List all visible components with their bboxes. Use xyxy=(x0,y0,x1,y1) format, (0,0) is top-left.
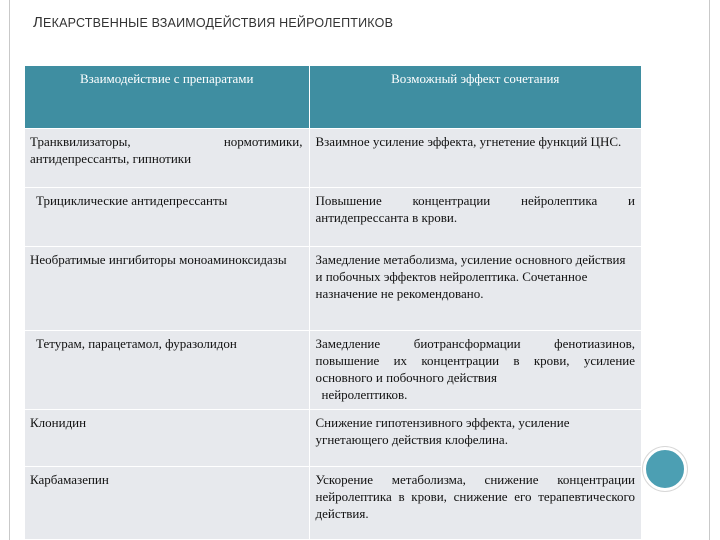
title-first-letter: Л xyxy=(33,14,44,31)
effect-cell: Взаимное усиление эффекта, угнетение функций ЦНС. xyxy=(309,129,641,188)
table-row xyxy=(25,331,641,410)
effect-cell: Снижение гипотензивного эффекта, усиление угнетающего действия клофелина. xyxy=(309,410,641,467)
slide-title xyxy=(33,14,393,31)
drug-cell: Трициклические антидепрессанты xyxy=(25,188,309,247)
table-row xyxy=(25,467,641,540)
effect-cell: Повышение концентрации нейролептика и антидепрессанта в крови. xyxy=(309,188,641,247)
table-row xyxy=(25,129,641,188)
effect-cell xyxy=(309,331,641,410)
drug-cell: Тетурам, парацетамол, фуразолидон xyxy=(25,331,309,410)
slide-frame-left xyxy=(9,0,10,540)
decorative-circle xyxy=(643,447,687,491)
effect-text-tail: нейролептиков. xyxy=(321,387,408,402)
drug-cell: Клонидин xyxy=(25,410,309,467)
table-header-row xyxy=(25,66,641,129)
effect-text: Замедление биотрансформации фенотиазинов, повышение их концентрации в крови, усиление основного и побочного действия xyxy=(315,336,635,385)
table-row xyxy=(25,188,641,247)
table-row xyxy=(25,247,641,331)
slide-frame-right xyxy=(709,0,710,540)
effect-cell: Замедление метаболизма, усиление основного действия и побочных эффектов нейролептика. Сочетанное назначение не рекомендовано. xyxy=(309,247,641,331)
drug-cell: Транквилизаторы, нормотимики, антидепрессанты, гипнотики xyxy=(25,129,309,188)
drug-cell: Карбамазепин xyxy=(25,467,309,540)
table-row xyxy=(25,410,641,467)
interactions-table xyxy=(25,66,641,539)
drug-cell: Необратимые ингибиторы моноаминоксидазы xyxy=(25,247,309,331)
effect-cell: Ускорение метаболизма, снижение концентрации нейролептика в крови, снижение его терапевтического действия. xyxy=(309,467,641,540)
title-rest: ЕКАРСТВЕННЫЕ ВЗАИМОДЕЙСТВИЯ НЕЙРОЛЕПТИКОВ xyxy=(43,16,394,30)
header-drug-column: Взаимодействие с препаратами xyxy=(25,66,309,129)
header-effect-column: Возможный эффект сочетания xyxy=(309,66,641,129)
